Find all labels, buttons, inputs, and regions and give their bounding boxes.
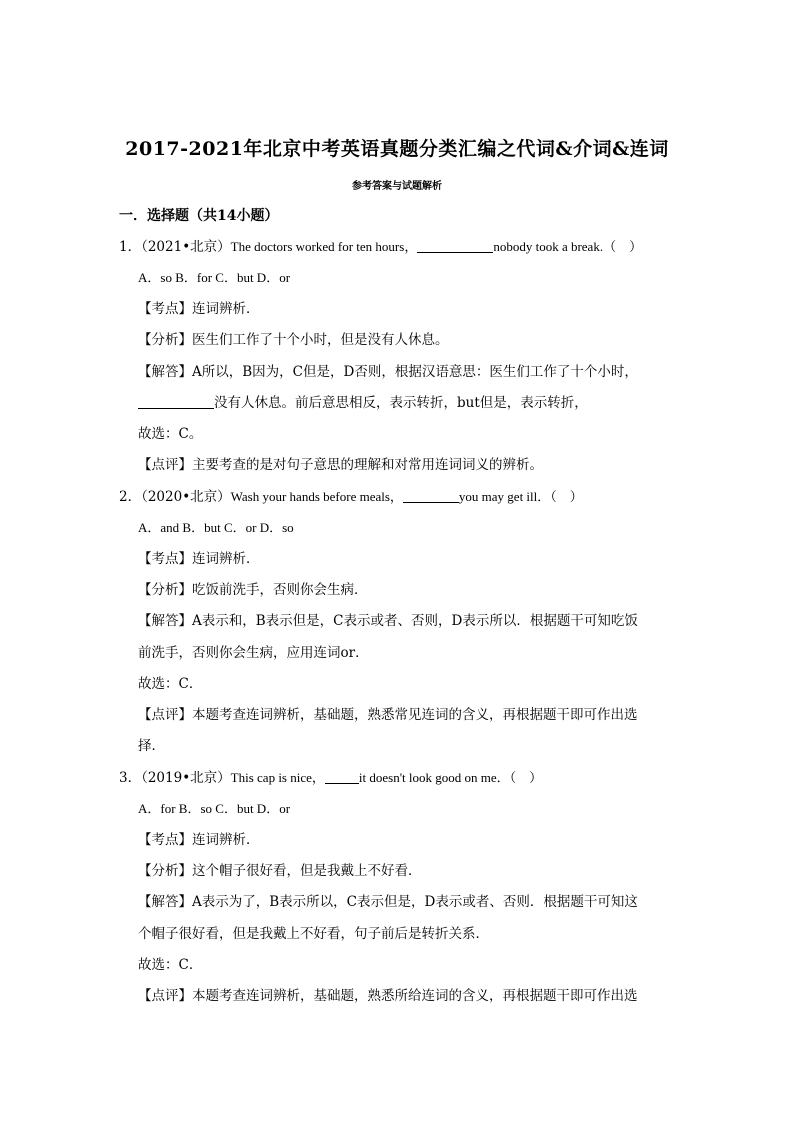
answer-blank <box>403 488 459 503</box>
question-2-options: A．and B．but C．or D．so <box>138 520 294 535</box>
question-3-dianping: 【点评】本题考查连词辨析，基础题，熟悉所给连词的含义，再根据题干即可作出选 <box>138 988 638 1004</box>
question-2-jieda: 【解答】A表示和，B表示但是，C表示或者、否则，D表示所以．根据题干可知吃饭 <box>138 613 638 629</box>
question-1-jieda-cont: 没有人休息。前后意思相反，表示转折，but但是，表示转折， <box>138 393 588 413</box>
question-2-fenxi: 【分析】吃饭前洗手，否则你会生病． <box>138 582 368 598</box>
document-subtitle: 参考答案与试题解析 <box>352 181 442 192</box>
question-1-jieda: 【解答】A所以，B因为，C但是，D否则，根据汉语意思：医生们工作了十个小时， <box>138 364 638 380</box>
question-3-jieda-cont: 个帽子很好看，但是我戴上不好看，句子前后是转折关系． <box>138 926 489 942</box>
question-2-dianping: 【点评】本题考查连词辨析，基础题，熟悉常见连词的含义，再根据题干即可作出选 <box>138 707 638 723</box>
question-1-fenxi: 【分析】医生们工作了十个小时，但是没有人休息。 <box>138 332 449 348</box>
question-3-fenxi: 【分析】这个帽子很好看，但是我戴上不好看． <box>138 863 422 879</box>
question-3-options: A．for B．so C．but D．or <box>138 801 291 816</box>
document-title: 2017-2021年北京中考英语真题分类汇编之代词&介词&连词 <box>125 138 669 160</box>
answer-blank <box>138 394 214 409</box>
answer-blank <box>417 238 493 253</box>
answer-blank <box>325 769 359 784</box>
question-1-dianping: 【点评】主要考查的是对句子意思的理解和对常用连词词义的辨析。 <box>138 457 543 473</box>
question-3-answer: 故选：C． <box>138 957 203 973</box>
question-2-answer: 故选：C． <box>138 676 203 692</box>
question-1-stem: 1．（2021•北京）The doctors worked for ten hours， nobody took a break.（ ） <box>119 239 643 255</box>
section-heading: 一．选择题（共14小题） <box>119 208 279 224</box>
question-2-kaodian: 【考点】连词辨析． <box>138 551 260 567</box>
question-2-stem: 2．（2020•北京）Wash your hands before meals， you may get ill．（ ） <box>119 489 583 505</box>
question-1-options: A．so B．for C．but D．or <box>138 270 291 285</box>
question-1-answer: 故选：C。 <box>138 426 203 442</box>
question-1-kaodian: 【考点】连词辨析． <box>138 301 260 317</box>
question-3-jieda: 【解答】A表示为了，B表示所以，C表示但是，D表示或者、否则．根据题干可知这 <box>138 894 638 910</box>
question-2-dianping-cont: 择． <box>138 738 165 754</box>
question-2-jieda-cont: 前洗手，否则你会生病，应用连词or． <box>138 645 369 661</box>
question-3-stem: 3．（2019•北京）This cap is nice， it doesn't look good on me．（ ） <box>119 770 543 786</box>
question-3-kaodian: 【考点】连词辨析． <box>138 832 260 848</box>
